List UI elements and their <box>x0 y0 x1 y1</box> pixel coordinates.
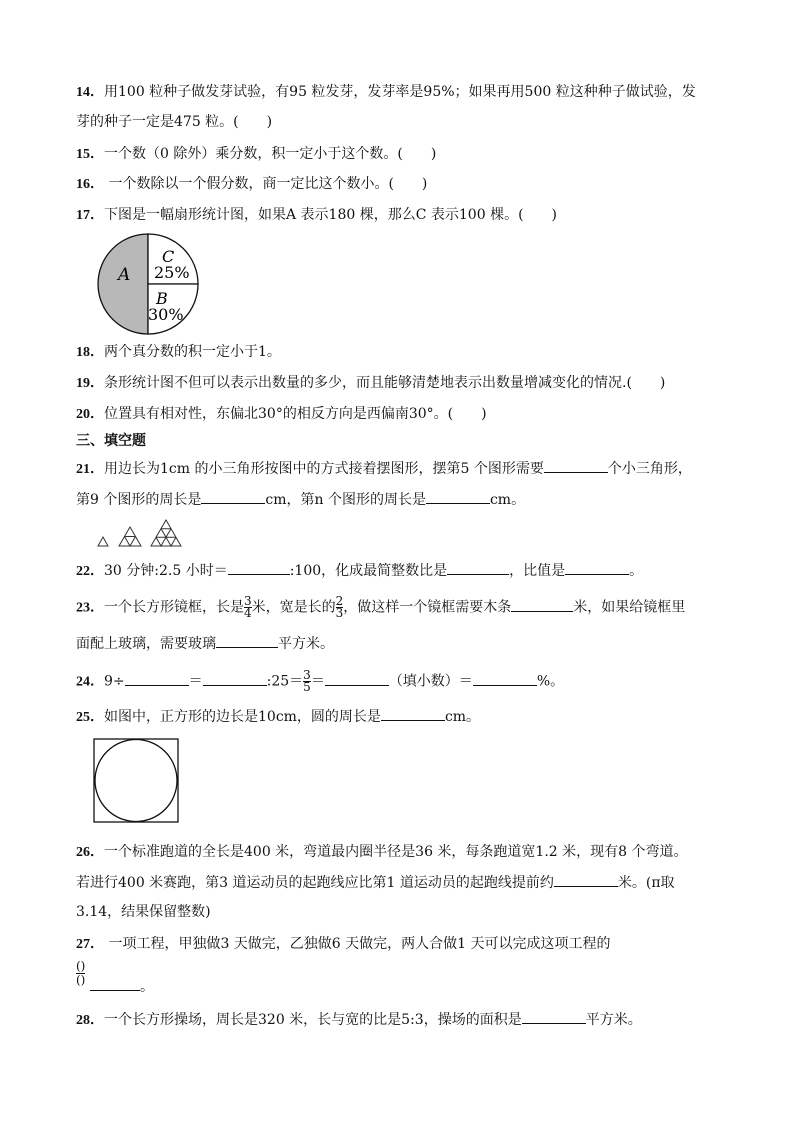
answer-blank[interactable] <box>554 872 618 887</box>
question-text: 面配上玻璃，需要玻璃 <box>76 636 216 652</box>
question-16 <box>76 174 427 195</box>
question-text: 。 <box>140 979 154 995</box>
fraction-denominator-row <box>76 973 85 987</box>
question-26-cont2 <box>76 902 211 922</box>
question-text: cm。 <box>444 709 481 725</box>
pie-chart <box>90 228 210 338</box>
question-text: ＝ <box>188 673 203 690</box>
fraction <box>303 670 311 693</box>
question-number: 27． <box>76 937 104 952</box>
question-24 <box>76 670 564 693</box>
question-18 <box>76 342 281 363</box>
answer-blank[interactable] <box>90 976 140 991</box>
question-number: 20． <box>76 407 104 422</box>
question-text: 位置具有相对性，东偏北30°的相反方向是西偏南30°。( ) <box>104 406 487 422</box>
question-text: 用100 粒种子做发芽试验，有95 粒发芽，发芽率是95%；如果再用500 粒这种种子做试验，发 <box>104 84 696 100</box>
question-text: （填小数）＝ <box>388 673 473 690</box>
question-text: cm，第n 个图形的周长是 <box>265 492 426 508</box>
question-23-cont <box>76 633 334 654</box>
question-21 <box>76 458 692 480</box>
question-text: 一个数（0 除外）乘分数，积一定小于这个数。( ) <box>104 146 437 162</box>
question-27-cont <box>90 976 154 997</box>
fraction-denominator: () <box>76 973 86 987</box>
answer-blank[interactable] <box>201 489 265 504</box>
square-circle-figure <box>93 738 181 824</box>
question-17 <box>76 205 557 226</box>
question-text: :25＝ <box>266 673 304 690</box>
question-text: 芽的种子一定是475 粒。( ) <box>76 114 273 130</box>
question-20 <box>76 404 487 425</box>
fraction-denominator: 4 <box>244 606 252 620</box>
question-number: 26． <box>76 845 104 860</box>
pie-pct-c: 25% <box>154 263 190 282</box>
question-text: 平方米。 <box>278 636 334 652</box>
question-number: 18． <box>76 345 104 360</box>
answer-blank[interactable] <box>216 633 278 648</box>
question-text: 第9 个图形的周长是 <box>76 492 202 508</box>
question-26 <box>76 842 688 863</box>
question-text: 一个标准跑道的全长是400 米，弯道最内圈半径是36 米，每条跑道宽1.2 米，现有8 个弯道。 <box>104 844 688 860</box>
question-text: 平方米。 <box>585 1012 642 1028</box>
question-text: 条形统计图不但可以表示出数量的多少，而且能够清楚地表示出数量增减变化的情况.( ) <box>104 375 666 391</box>
circle <box>95 740 177 822</box>
question-text: ＝ <box>310 673 325 690</box>
question-number: 25． <box>76 710 104 725</box>
question-number: 28． <box>76 1013 104 1028</box>
pie-label-c: C <box>162 247 175 266</box>
question-text: 如图中，正方形的边长是10cm，圆的周长是 <box>104 709 381 725</box>
answer-blank[interactable] <box>381 706 445 721</box>
question-number: 21． <box>76 462 104 477</box>
answer-blank[interactable] <box>473 671 537 686</box>
fraction-numerator: () <box>76 959 86 973</box>
question-21-cont <box>76 489 525 510</box>
question-text: 用边长为1cm 的小三角形按图中的方式接着摆图形，摆第5 个图形需要 <box>104 461 544 477</box>
question-number: 17． <box>76 208 104 223</box>
answer-blank[interactable] <box>228 560 290 575</box>
answer-blank[interactable] <box>325 671 389 686</box>
question-text: 一个数除以一个假分数，商一定比这个数小。( ) <box>104 176 428 192</box>
answer-blank[interactable] <box>426 489 490 504</box>
pie-pct-b: 30% <box>148 305 184 324</box>
question-26-cont <box>76 872 675 893</box>
fraction-numerator: 2 <box>335 594 344 608</box>
question-text: 一个长方形操场，周长是320 米，长与宽的比是5:3，操场的面积是 <box>104 1012 522 1028</box>
question-text: 一个长方形镜框，长是 <box>104 599 244 616</box>
answer-blank[interactable] <box>447 560 509 575</box>
question-text: 下图是一幅扇形统计图，如果A 表示180 棵，那么C 表示100 棵。( ) <box>104 207 557 223</box>
question-number: 16． <box>76 177 104 192</box>
answer-blank[interactable] <box>565 560 629 575</box>
question-22 <box>76 560 643 582</box>
question-text: cm。 <box>489 492 526 508</box>
question-23 <box>76 596 685 619</box>
fraction <box>244 596 252 619</box>
answer-blank[interactable] <box>125 671 189 686</box>
question-text: 30 分钟:2.5 小时＝ <box>104 563 228 579</box>
question-number: 14． <box>76 85 104 100</box>
question-text: 米，宽是长的 <box>251 599 336 616</box>
question-27 <box>76 934 611 955</box>
answer-blank[interactable] <box>544 458 608 473</box>
question-number: 22． <box>76 564 104 579</box>
triangle-figure-2 <box>119 527 141 546</box>
fraction-numerator: 3 <box>303 668 311 682</box>
question-text: 米。(π取 <box>617 875 675 891</box>
question-text: 两个真分数的积一定小于1。 <box>104 344 281 360</box>
question-text: 3.14，结果保留整数) <box>76 904 211 920</box>
triangle-figure-1 <box>98 537 108 546</box>
answer-blank[interactable] <box>522 1009 586 1024</box>
question-text: 一项工程，甲独做3 天做完，乙独做6 天做完，两人合做1 天可以完成这项工程的 <box>104 936 611 952</box>
section-title: 三、填空题 <box>76 432 146 448</box>
question-number: 19． <box>76 376 104 391</box>
question-text: :100，化成最简整数比是 <box>289 563 448 579</box>
question-text: ，做这样一个镜框需要木条 <box>343 599 512 616</box>
question-text: 个小三角形， <box>607 461 692 477</box>
pie-label-b: B <box>156 289 168 308</box>
question-14-cont <box>76 112 272 132</box>
question-15 <box>76 144 436 165</box>
question-number: 24． <box>76 674 104 690</box>
question-28 <box>76 1009 642 1031</box>
question-text: ，比值是 <box>509 563 566 579</box>
question-number: 23． <box>76 600 104 616</box>
triangle-figure-3 <box>151 520 181 546</box>
fraction-denominator: 3 <box>335 606 344 620</box>
fraction-denominator: 5 <box>303 680 311 694</box>
question-number: 15． <box>76 147 104 162</box>
answer-blank[interactable] <box>511 597 573 612</box>
question-text: %。 <box>536 673 565 690</box>
triangle-pattern <box>94 519 186 551</box>
answer-blank[interactable] <box>203 671 267 686</box>
fraction-numerator: 3 <box>244 594 252 608</box>
question-14 <box>76 82 696 103</box>
question-text: 若进行400 米赛跑，第3 道运动员的起跑线应比第1 道运动员的起跑线提前约 <box>76 875 554 891</box>
question-25 <box>76 706 480 728</box>
question-text: 9÷ <box>104 673 125 690</box>
question-text: 。 <box>629 563 644 579</box>
question-19 <box>76 373 665 394</box>
paren-fraction <box>76 960 85 987</box>
pie-label-a: A <box>118 265 131 285</box>
question-text: 米，如果给镜框里 <box>573 599 686 616</box>
